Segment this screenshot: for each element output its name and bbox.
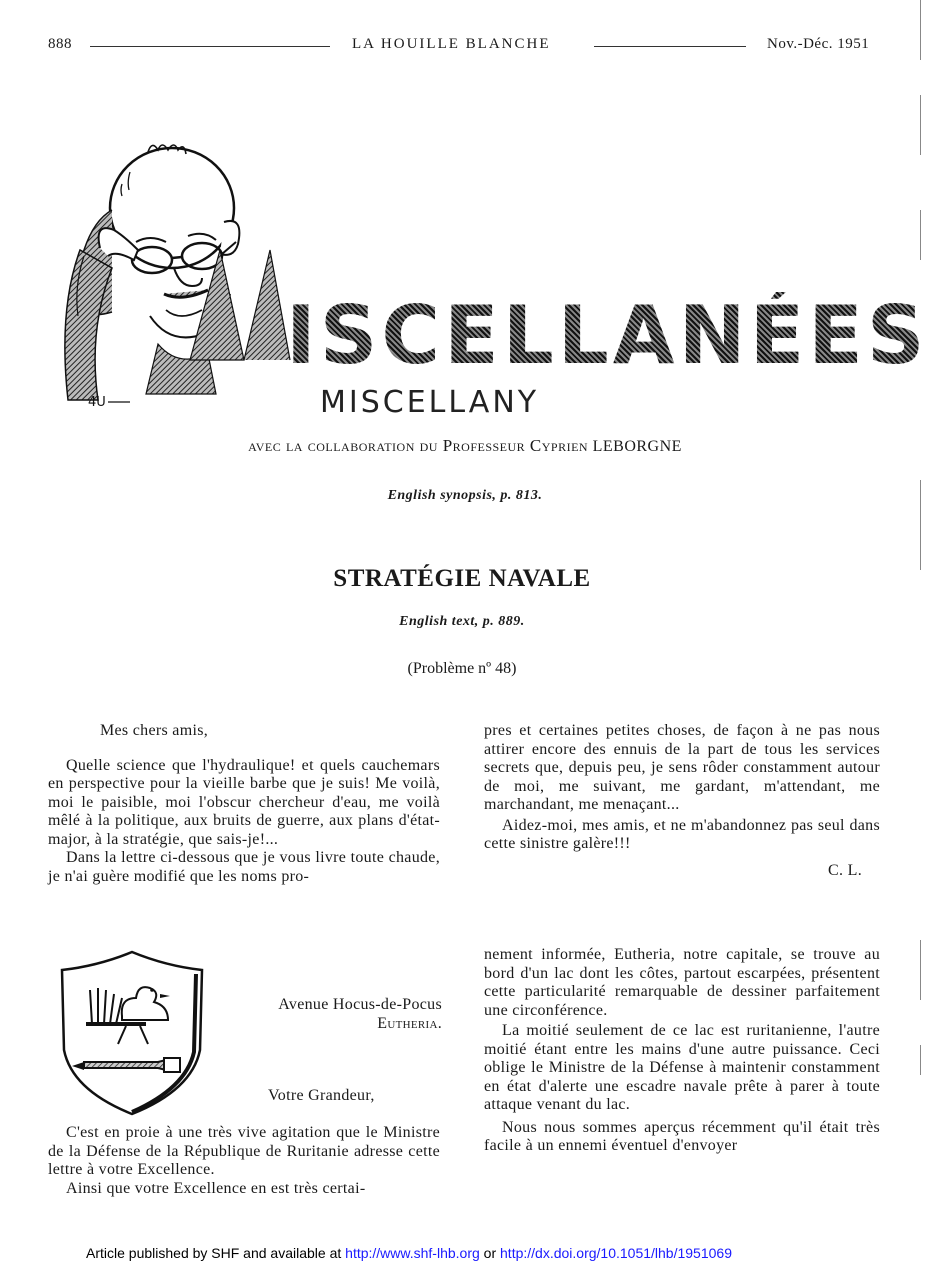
paragraph: nement informée, Eutheria, notre capitale, se trouve au bord d'un lac dont les côtes, partout escarpées, présentent cette particularité remarquable de dessiner parfaitement une circonférence. <box>484 946 880 1019</box>
letter-address <box>220 996 442 1033</box>
footer-prefix: Article published by SHF and available at <box>86 1245 342 1261</box>
letter-body-left-column <box>48 1124 440 1198</box>
letter-body-right-column <box>484 946 880 1156</box>
professor-caricature-illustration <box>40 130 340 430</box>
section-title: ISCELLANÉES <box>286 289 929 382</box>
problem-number: (Problème nº 48) <box>407 660 517 677</box>
paragraph: Quelle science que l'hydraulique! et quels cauchemars en perspective pour la vieille barbe que je suis! Me voilà, moi le paisible, moi l'obscur chercheur d'eau, me voilà mêlé à la politique, aux bruits de guerre, aux plans d'état-major, à la stratégie, que sais-je!... <box>48 756 440 848</box>
letter-salutation: Votre Grandeur, <box>268 1087 375 1104</box>
paragraph: Nous nous sommes aperçus récemment qu'il était très facile à un ennemi éventuel d'envoyer <box>484 1118 880 1154</box>
journal-name: LA HOUILLE BLANCHE <box>352 36 551 52</box>
paragraph: La moitié seulement de ce lac est ruritanienne, l'autre moitié étant entre les mains d'une autre puissance. Ceci oblige le Ministre de la Défense à maintenir constamment en état d'alerte une escadre navale prête à parer à toute attaque venant du lac. <box>484 1022 880 1113</box>
illustrator-signature: 4U <box>88 395 106 410</box>
collaboration-line <box>0 436 930 456</box>
scan-edge-mark <box>920 95 921 155</box>
collaborator-name: LEBORGNE <box>592 438 682 455</box>
scan-edge-mark <box>920 940 921 1000</box>
header-rule <box>594 46 746 47</box>
signature: C. L. <box>828 861 862 879</box>
english-synopsis-reference: English synopsis, p. 813. <box>387 488 543 503</box>
section-subtitle: MISCELLANY <box>320 385 540 420</box>
scan-edge-mark <box>920 0 921 60</box>
paragraph: C'est en proie à une très vive agitation que le Ministre de la Défense de la République de Ruritanie adresse cette lettre à votre Excellence. <box>48 1124 440 1178</box>
collaboration-prefix: avec la collaboration du Professeur Cyprien <box>248 436 589 455</box>
english-text-reference: English text, p. 889. <box>399 614 525 629</box>
paragraph: Dans la lettre ci-dessous que je vous livre toute chaude, je n'ai guère modifié que les noms pro- <box>48 849 440 885</box>
greeting: Mes chers amis, <box>100 722 209 739</box>
scan-edge-mark <box>920 210 921 260</box>
header-rule <box>90 46 330 47</box>
address-street: Avenue Hocus-de-Pocus <box>278 996 442 1013</box>
doi-link[interactable]: http://dx.doi.org/10.1051/lhb/1951069 <box>500 1245 732 1261</box>
ruritania-coat-of-arms-illustration <box>56 950 208 1118</box>
paragraph: pres et certaines petites choses, de façon à ne pas nous attirer encore des ennuis de la part de tous les services secrets que, depuis peu, je sens rôder constamment autour de moi, me suivant, me gardant, m'attendant, me marchandant, me menaçant... <box>484 722 880 813</box>
scan-edge-mark <box>920 1045 921 1075</box>
article-title: STRATÉGIE NAVALE <box>333 565 591 592</box>
issue-date: Nov.-Déc. 1951 <box>767 36 870 52</box>
address-city: Eutheria. <box>377 1014 442 1032</box>
footer-or: or <box>483 1245 497 1261</box>
letter-intro-right-column <box>484 722 880 880</box>
shf-lhb-link[interactable]: http://www.shf-lhb.org <box>345 1245 480 1261</box>
letter-intro-left-column <box>48 722 440 886</box>
publication-footer <box>86 1245 732 1261</box>
paragraph: Aidez-moi, mes amis, et ne m'abandonnez pas seul dans cette sinistre galère!!! <box>484 816 880 852</box>
paragraph: Ainsi que votre Excellence en est très certai- <box>66 1179 366 1197</box>
page-number: 888 <box>48 36 72 52</box>
